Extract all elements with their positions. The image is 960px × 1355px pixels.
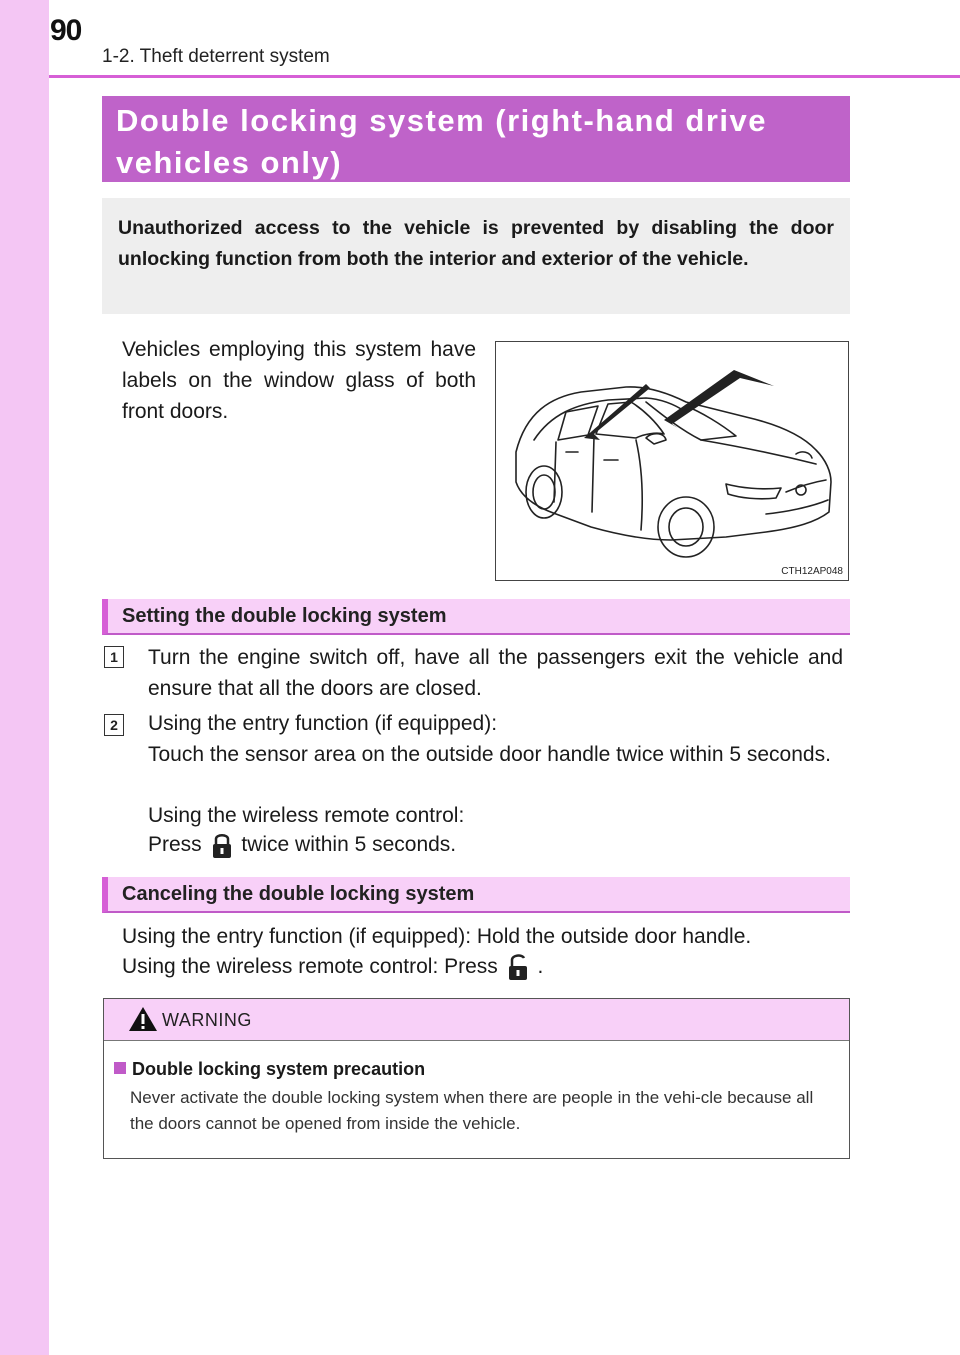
header-rule: [49, 75, 960, 78]
summary-box: [102, 198, 850, 314]
warning-box: [103, 998, 850, 1159]
section-path: 1-2. Theft deterrent system: [102, 46, 330, 67]
step-2-press-line: [148, 829, 843, 860]
step-number-1: 1: [104, 646, 124, 668]
unlock-icon: [504, 952, 532, 982]
warning-icon: [128, 1006, 158, 1032]
car-illustration: [495, 341, 849, 581]
intro-text: Vehicles employing this system have labels on the window glass of both front doors.: [122, 338, 476, 423]
step-1-text: Turn the engine switch off, have all the passengers exit the vehicle and ensure that all the doors are closed.: [148, 646, 843, 700]
warning-item-title: [114, 1059, 425, 1080]
lock-icon: [208, 830, 236, 860]
setting-heading: [102, 599, 850, 635]
setting-heading-text: Setting the double locking system: [122, 605, 447, 627]
section-title-box: [102, 96, 850, 182]
canceling-line-2-end: .: [537, 955, 544, 978]
canceling-line-2-label: Using the wireless remote control: Press: [122, 955, 498, 978]
summary-text: Unauthorized access to the vehicle is prevented by disabling the door unlocking function from both the interior and exterior of the vehicle.: [118, 217, 834, 270]
step-number-2: 2: [104, 714, 124, 736]
step-2-press-label: Press: [148, 833, 202, 856]
canceling-line-2: [122, 951, 847, 982]
section-title-line-2: vehicles only): [116, 145, 343, 180]
step-2-line-1: Using the entry function (if equipped):: [148, 712, 498, 735]
figure-code: CTH12AP048: [781, 566, 843, 577]
car-drawing: [496, 342, 847, 579]
step-2-line-2: Touch the sensor area on the outside door handle twice within 5 seconds.: [148, 743, 831, 766]
canceling-heading: [102, 877, 850, 913]
canceling-line-1: Using the entry function (if equipped): Hold the outside door handle.: [122, 925, 752, 948]
page-side-bar: [0, 0, 49, 1355]
page-number: 90: [50, 14, 82, 47]
warning-label: WARNING: [162, 1010, 252, 1030]
warning-body: Never activate the double locking system when there are people in the vehi-cle because all the doors cannot be opened from inside the vehicle.: [130, 1088, 814, 1133]
warning-header: [104, 999, 849, 1041]
bullet-square-icon: [114, 1062, 126, 1074]
step-2-press-after: twice within 5 seconds.: [241, 833, 457, 856]
canceling-heading-text: Canceling the double locking system: [122, 883, 475, 905]
step-2-line-3: Using the wireless remote control:: [148, 804, 465, 827]
section-title-line-1: Double locking system (right-hand drive: [116, 103, 768, 138]
warning-item-title-text: Double locking system precaution: [132, 1059, 426, 1079]
